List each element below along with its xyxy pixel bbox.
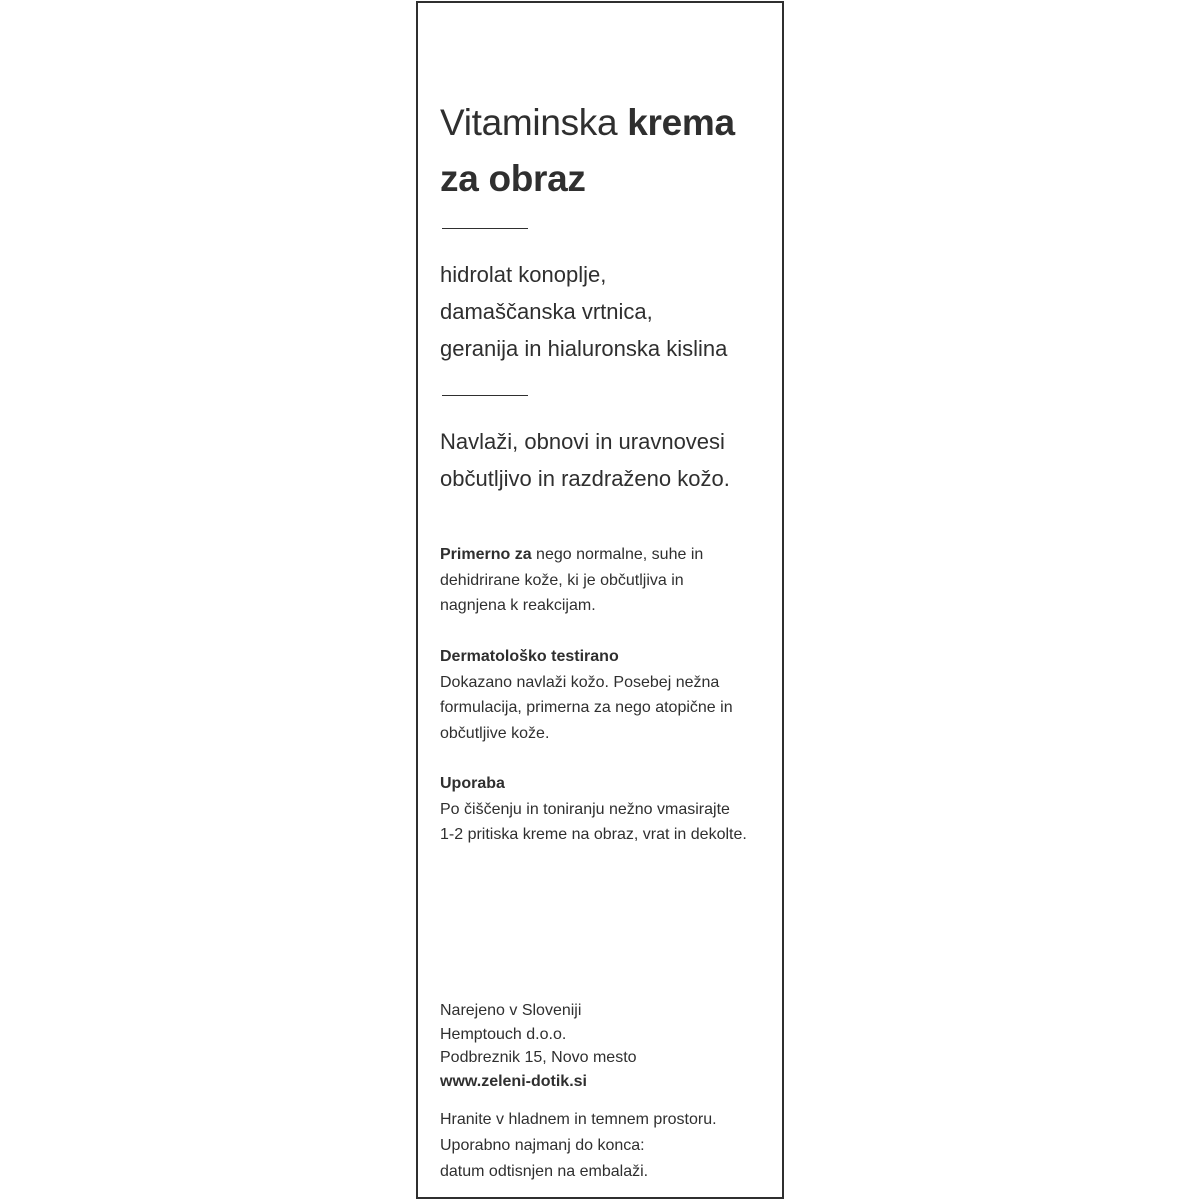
divider-1 xyxy=(442,228,528,229)
product-title xyxy=(440,95,780,207)
product-claim xyxy=(440,423,730,497)
company-address: Podbreznik 15, Novo mesto xyxy=(440,1049,637,1066)
usage-section xyxy=(440,771,770,848)
made-in: Narejeno v Sloveniji xyxy=(440,1002,582,1019)
title-bold-2: za obraz xyxy=(440,158,586,199)
suitable-heading: Primerno za xyxy=(440,546,532,563)
suitable-section xyxy=(440,542,770,619)
claim-line: Navlaži, obnovi in uravnovesi xyxy=(440,429,725,454)
title-bold-1: krema xyxy=(627,102,735,143)
suitable-text: nego normalne, suhe in xyxy=(531,546,704,563)
usage-line: 1-2 pritiska kreme na obraz, vrat in dekolte. xyxy=(440,826,747,843)
manufacturer-info xyxy=(440,999,637,1093)
ingredients xyxy=(440,256,727,367)
product-label xyxy=(416,1,784,1199)
title-regular: Vitaminska xyxy=(440,102,618,143)
dermatology-line: občutljive kože. xyxy=(440,724,550,742)
dermatology-line: Dokazano navlaži kožo. Posebej nežna xyxy=(440,673,720,691)
usage-line: Po čiščenju in toniranju nežno vmasirajte xyxy=(440,800,730,818)
usage-heading: Uporaba xyxy=(440,775,505,792)
storage-info xyxy=(440,1107,717,1185)
storage-line: Hranite v hladnem in temnem prostoru. xyxy=(440,1111,717,1128)
storage-line: Uporabno najmanj do konca: xyxy=(440,1137,645,1154)
dermatology-heading: Dermatološko testirano xyxy=(440,648,619,665)
company-name: Hemptouch d.o.o. xyxy=(440,1025,567,1043)
website: www.zeleni-dotik.si xyxy=(440,1072,587,1090)
divider-2 xyxy=(442,395,528,396)
storage-line: datum odtisnjen na embalaži. xyxy=(440,1163,649,1180)
ingredient-line: geranija in hialuronska kislina xyxy=(440,336,728,361)
dermatology-line: formulacija, primerna za nego atopične in xyxy=(440,699,733,716)
ingredient-line: hidrolat konoplje, xyxy=(440,262,607,287)
claim-line: občutljivo in razdraženo kožo. xyxy=(440,466,730,491)
suitable-line: nagnjena k reakcijam. xyxy=(440,597,596,614)
suitable-line: dehidrirane kože, ki je občutljiva in xyxy=(440,571,684,589)
ingredient-line: damaščanska vrtnica, xyxy=(440,299,653,324)
dermatology-section xyxy=(440,644,770,746)
